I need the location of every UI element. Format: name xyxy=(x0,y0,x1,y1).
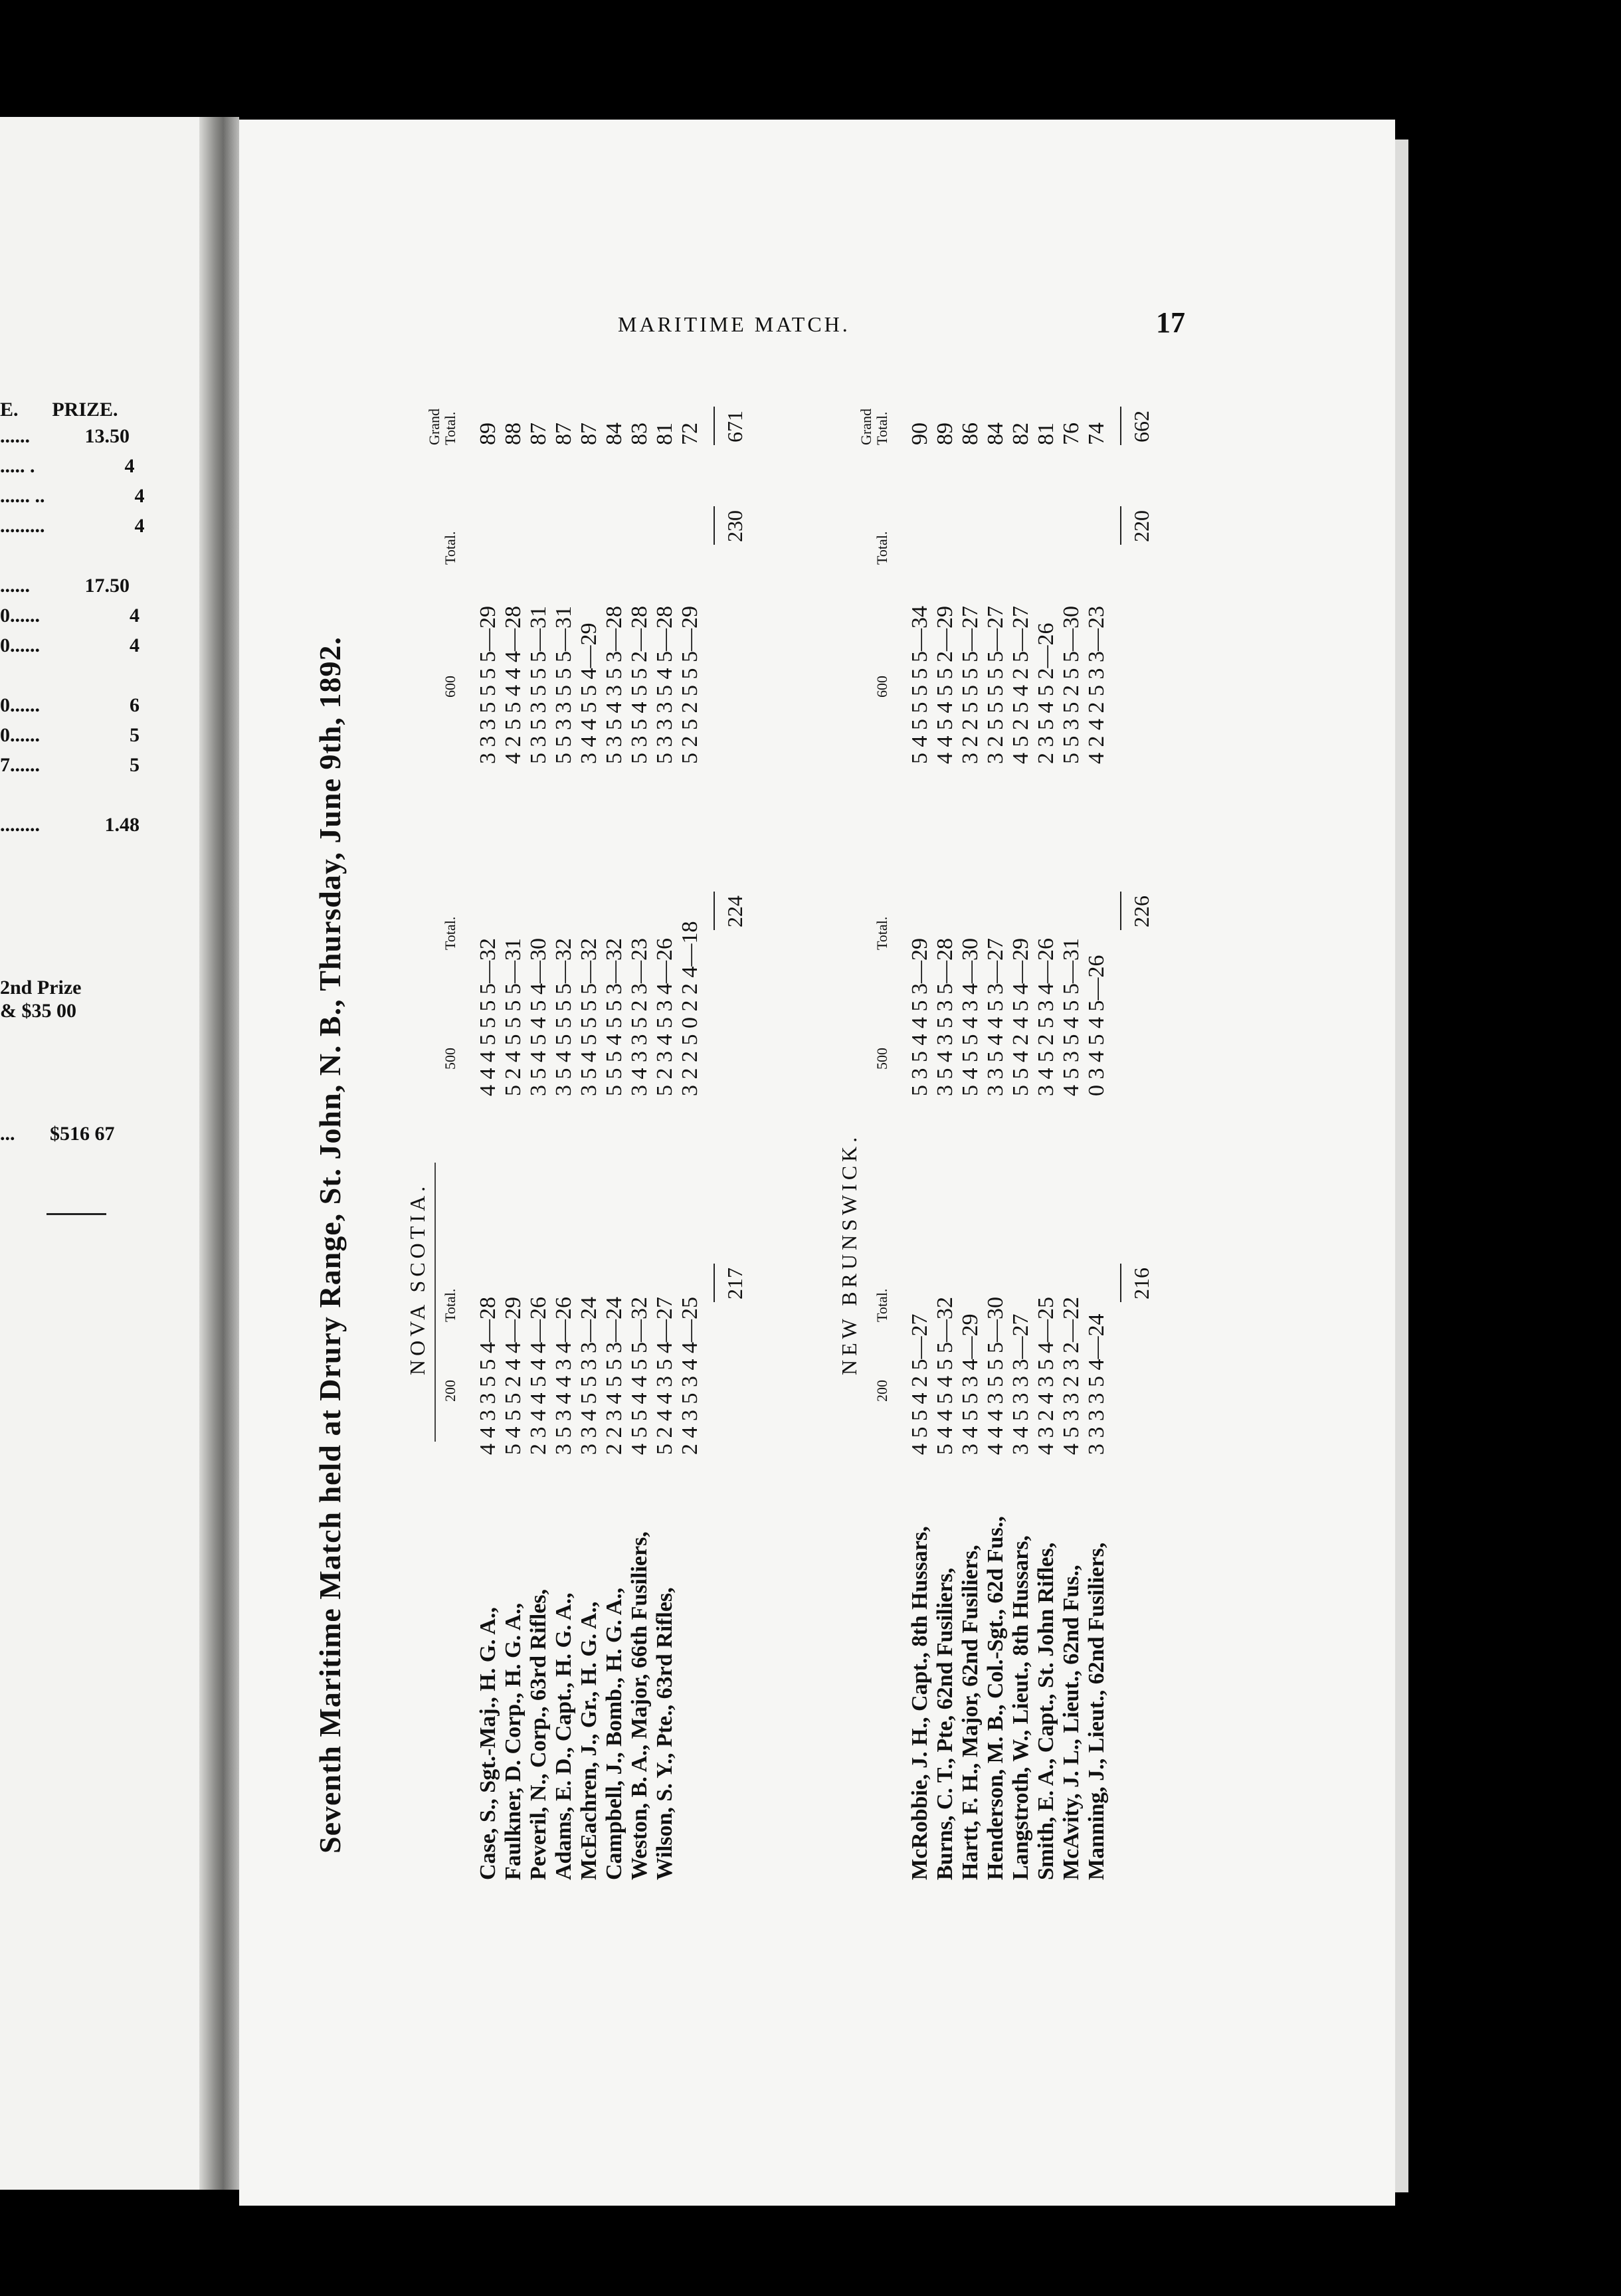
score-200-yds: 3 3 4 5 5 3 3—24 xyxy=(577,1297,601,1455)
left-line-amount: 4 xyxy=(130,605,140,626)
left-line-amount: PRIZE. xyxy=(52,399,118,421)
score-500-yds: 5 5 5 4 5 5 3—32 xyxy=(602,938,626,1096)
score-500-yds: 5 4 5 5 4 3 4—30 xyxy=(958,938,983,1096)
page-number: 17 xyxy=(1156,306,1185,339)
column-header-total: Total. xyxy=(874,916,890,950)
table-row xyxy=(959,365,982,1880)
left-page-line xyxy=(0,977,181,999)
grand-total: 81 xyxy=(1034,423,1058,445)
total-rule xyxy=(714,407,715,445)
score-200-yds: 4 3 2 4 3 5 4—25 xyxy=(1034,1297,1058,1455)
score-600-yds: 5 3 5 3 5 5 5—31 xyxy=(526,606,551,764)
table-row xyxy=(1086,365,1108,1880)
score-500-yds: 3 5 4 5 4 5 4—30 xyxy=(526,938,551,1096)
left-page-line xyxy=(0,1123,115,1145)
left-line-label: 0...... xyxy=(0,634,40,656)
score-500-yds: 5 3 5 4 4 5 3—29 xyxy=(907,938,932,1096)
grand-total: 89 xyxy=(933,423,957,445)
section-total: 224 xyxy=(723,896,747,927)
competitor-name: Henderson, M. B., Col.-Sgt., 62d Fus., xyxy=(983,1516,1008,1880)
competitor-name: Case, S., Sgt.-Maj., H. G. A., xyxy=(476,1607,500,1880)
total-rule xyxy=(1120,407,1121,445)
grand-total: 83 xyxy=(627,423,652,445)
competitor-name: McAvity, J. L., Lieut., 62nd Fus., xyxy=(1059,1565,1084,1880)
competitor-name: Smith, E. A., Capt., St. John Rifles, xyxy=(1034,1542,1058,1880)
left-line-label: 0...... xyxy=(0,694,40,716)
competitor-name: Weston, B. A., Major, 66th Fusiliers, xyxy=(627,1531,652,1880)
column-header-total: Total. xyxy=(442,531,458,565)
left-page-line xyxy=(0,455,135,478)
left-line-label: ...... xyxy=(0,575,30,597)
competitor-name: McRobbie, J. H., Capt., 8th Hussars, xyxy=(907,1526,932,1880)
left-page-line xyxy=(0,399,118,421)
left-page-rule xyxy=(47,1213,106,1215)
section-heading: NOVA SCOTIA. xyxy=(405,1182,429,1375)
grand-total: 89 xyxy=(476,423,500,445)
left-line-label: ........ xyxy=(0,814,40,836)
table-row xyxy=(909,365,931,1880)
competitor-name: Faulkner, D. Corp., H. G. A., xyxy=(501,1602,525,1880)
left-line-amount: 4 xyxy=(134,515,145,537)
competitor-name: Manning, J., Lieut., 62nd Fusiliers, xyxy=(1084,1542,1109,1880)
left-page-line xyxy=(0,575,130,597)
grand-total: 88 xyxy=(501,423,525,445)
table-row xyxy=(1010,365,1032,1880)
table-row xyxy=(527,365,550,1880)
left-line-label: 2nd Prize xyxy=(0,977,82,999)
section-total: 662 xyxy=(1129,411,1153,442)
table-row xyxy=(985,365,1007,1880)
table-row xyxy=(578,365,601,1880)
score-200-yds: 2 2 3 4 5 5 3—24 xyxy=(602,1297,626,1455)
left-page-line xyxy=(0,1000,176,1022)
left-page-line xyxy=(0,425,130,448)
left-line-amount: 5 xyxy=(130,724,140,746)
score-200-yds: 5 4 5 5 2 4 4—29 xyxy=(501,1297,525,1455)
table-row xyxy=(553,365,575,1880)
score-500-yds: 3 5 4 5 5 5 5—32 xyxy=(551,938,576,1096)
left-page-line xyxy=(0,754,140,777)
grand-total: 87 xyxy=(551,423,576,445)
left-page-line xyxy=(0,605,140,627)
table-row xyxy=(603,365,626,1880)
score-200-yds: 4 4 4 3 5 5 5—30 xyxy=(983,1297,1008,1455)
score-500-yds: 4 5 3 5 4 5 5—31 xyxy=(1059,938,1084,1096)
column-header-600: 600 xyxy=(874,676,890,698)
score-500-yds: 4 4 4 5 5 5 5—32 xyxy=(476,938,500,1096)
score-600-yds: 4 2 5 5 4 4 4—28 xyxy=(501,606,525,764)
left-line-amount: 4 xyxy=(134,485,145,507)
competitor-name: Burns, C. T., Pte, 62nd Fusiliers, xyxy=(933,1567,957,1880)
competitor-name: Adams, E. D., Capt., H. G. A., xyxy=(551,1592,576,1880)
score-600-yds: 5 3 5 4 5 5 2—28 xyxy=(627,606,652,764)
score-500-yds: 3 5 4 5 5 5 5—32 xyxy=(577,938,601,1096)
left-line-amount: 17.50 xyxy=(84,575,130,597)
left-line-amount: $516 67 xyxy=(50,1123,115,1145)
grand-total: 87 xyxy=(526,423,551,445)
grand-total: 72 xyxy=(678,423,702,445)
column-header-grand-total: Grand Total. xyxy=(426,409,458,445)
score-200-yds: 4 5 5 4 2 5—27 xyxy=(907,1313,932,1455)
left-page-line xyxy=(0,694,140,717)
section-heading: NEW BRUNSWICK. xyxy=(837,1133,861,1375)
score-200-yds: 5 2 4 4 3 5 4—27 xyxy=(652,1297,677,1455)
rotated-score-table xyxy=(312,365,1202,1880)
left-line-label: ...... xyxy=(0,425,30,447)
section-total: 217 xyxy=(723,1268,747,1299)
competitor-name: McEachren, J., Gr., H. G. A., xyxy=(577,1601,601,1880)
score-500-yds: 0 3 4 5 4 5—26 xyxy=(1084,955,1109,1096)
competitor-name: Wilson, S. Y., Pte., 63rd Rifles, xyxy=(652,1587,677,1880)
column-header-200: 200 xyxy=(442,1380,458,1402)
score-200-yds: 4 5 3 3 2 3 2—22 xyxy=(1059,1297,1084,1455)
score-200-yds: 2 3 4 4 5 4 4—26 xyxy=(526,1297,551,1455)
score-600-yds: 5 5 3 3 5 5 5—31 xyxy=(551,606,576,764)
grand-total: 90 xyxy=(907,423,932,445)
competitor-name: Langstroth, W., Lieut., 8th Hussars, xyxy=(1008,1535,1033,1880)
left-line-amount: 4 xyxy=(124,455,135,477)
total-rule xyxy=(1120,892,1121,930)
score-200-yds: 3 3 3 3 5 4—24 xyxy=(1084,1313,1109,1455)
left-page-line xyxy=(0,724,140,747)
total-rule xyxy=(714,1264,715,1302)
score-500-yds: 3 3 5 4 4 5 3—27 xyxy=(983,938,1008,1096)
section-rule xyxy=(434,1163,436,1442)
column-header-total: Total. xyxy=(874,1288,890,1322)
competitor-name: Campbell, J., Bomb., H. G. A., xyxy=(602,1587,626,1880)
score-600-yds: 5 3 3 3 5 4 5—28 xyxy=(652,606,677,764)
column-header-grand-total: Grand Total. xyxy=(858,409,890,445)
running-head: MARITIME MATCH. xyxy=(618,312,850,336)
score-600-yds: 5 5 3 5 2 5 5—30 xyxy=(1059,606,1084,764)
column-header-600: 600 xyxy=(442,676,458,698)
score-500-yds: 3 2 2 5 0 2 2 4—18 xyxy=(678,921,702,1096)
table-row xyxy=(477,365,500,1880)
total-rule xyxy=(714,892,715,930)
score-200-yds: 5 4 4 5 4 5 5—32 xyxy=(933,1297,957,1455)
left-line-label: 7...... xyxy=(0,754,40,776)
score-200-yds: 2 4 3 5 3 4 4—25 xyxy=(678,1297,702,1455)
column-header-total: Total. xyxy=(442,1288,458,1322)
section-total: 230 xyxy=(723,510,747,542)
left-line-label: 0...... xyxy=(0,605,40,626)
total-rule xyxy=(1120,506,1121,545)
column-header-total: Total. xyxy=(442,916,458,950)
score-600-yds: 5 3 5 4 3 5 3—28 xyxy=(602,606,626,764)
grand-total: 84 xyxy=(602,423,626,445)
score-200-yds: 3 4 5 5 3 4—29 xyxy=(958,1313,983,1455)
score-600-yds: 5 4 5 5 5 5 5—34 xyxy=(907,606,932,764)
left-line-label: ...... .. xyxy=(0,485,45,507)
score-200-yds: 4 5 5 4 4 5 5—32 xyxy=(627,1297,652,1455)
score-200-yds: 3 5 3 4 4 3 4—26 xyxy=(551,1297,576,1455)
table-row xyxy=(934,365,957,1880)
score-500-yds: 5 2 4 5 5 5 5—31 xyxy=(501,938,525,1096)
left-line-label: E. xyxy=(0,399,19,421)
competitor-name: Peveril, N., Corp., 63rd Rifles, xyxy=(526,1588,551,1880)
score-500-yds: 3 4 3 3 5 2 3—23 xyxy=(627,938,652,1096)
total-rule xyxy=(1120,1264,1121,1302)
score-600-yds: 3 2 5 5 5 5 5—27 xyxy=(983,606,1008,764)
score-200-yds: 3 4 5 3 3 3—27 xyxy=(1008,1313,1033,1455)
table-row xyxy=(679,365,702,1880)
score-600-yds: 4 5 2 5 4 2 5—27 xyxy=(1008,606,1033,764)
column-header-total: Total. xyxy=(874,531,890,565)
grand-total: 76 xyxy=(1059,423,1084,445)
section-total: 226 xyxy=(1129,896,1153,927)
score-600-yds: 4 4 5 4 5 5 2—29 xyxy=(933,606,957,764)
left-line-amount: 6 xyxy=(130,694,140,716)
table-row xyxy=(502,365,525,1880)
score-500-yds: 3 5 4 3 5 3 5—28 xyxy=(933,938,957,1096)
score-600-yds: 3 4 4 5 5 4—29 xyxy=(577,622,601,764)
column-header-200: 200 xyxy=(874,1380,890,1402)
score-600-yds: 2 3 5 4 5 2—26 xyxy=(1034,622,1058,764)
grand-total: 84 xyxy=(983,423,1008,445)
left-line-amount: 5 xyxy=(130,754,140,776)
score-600-yds: 5 2 5 2 5 5 5—29 xyxy=(678,606,702,764)
left-line-label: ......... xyxy=(0,515,45,537)
left-line-amount: 1.48 xyxy=(104,814,140,836)
column-header-500: 500 xyxy=(874,1048,890,1070)
page-edge xyxy=(1395,140,1408,2192)
section-total: 671 xyxy=(723,411,747,442)
grand-total: 74 xyxy=(1084,423,1109,445)
left-line-label: & $35 00 xyxy=(0,1000,76,1022)
left-facing-page xyxy=(0,117,199,2190)
page-title: Seventh Maritime Match held at Drury Range, St. John, N. B., Thursday, June 9th, 1892. xyxy=(313,636,347,1854)
table-row xyxy=(1060,365,1083,1880)
grand-total: 87 xyxy=(577,423,601,445)
score-500-yds: 3 4 5 2 5 3 4—26 xyxy=(1034,938,1058,1096)
left-page-line xyxy=(0,515,145,537)
section-total: 220 xyxy=(1129,510,1153,542)
column-header-500: 500 xyxy=(442,1048,458,1070)
table-row xyxy=(654,365,676,1880)
left-page-line xyxy=(0,485,145,508)
score-600-yds: 3 3 3 5 5 5 5—29 xyxy=(476,606,500,764)
score-200-yds: 4 4 3 3 5 5 4—28 xyxy=(476,1297,500,1455)
score-500-yds: 5 2 3 4 5 3 4—26 xyxy=(652,938,677,1096)
table-row xyxy=(1035,365,1058,1880)
left-line-label: ... xyxy=(0,1123,15,1145)
total-rule xyxy=(714,506,715,545)
left-page-line xyxy=(0,814,140,836)
competitor-name: Hartt, F. H., Major, 62nd Fusiliers, xyxy=(958,1545,983,1880)
score-600-yds: 4 2 4 2 5 3 3—23 xyxy=(1084,606,1109,764)
score-600-yds: 3 2 2 5 5 5 5—27 xyxy=(958,606,983,764)
grand-total: 86 xyxy=(958,423,983,445)
left-line-amount: 13.50 xyxy=(84,425,130,447)
book-gutter xyxy=(199,117,239,2190)
section-total: 216 xyxy=(1129,1268,1153,1299)
left-line-label: 0...... xyxy=(0,724,40,746)
left-page-line xyxy=(0,634,140,657)
left-line-label: ..... . xyxy=(0,455,35,477)
grand-total: 82 xyxy=(1008,423,1033,445)
table-row xyxy=(628,365,651,1880)
left-line-amount: 4 xyxy=(130,634,140,656)
score-500-yds: 5 5 4 2 4 5 4—29 xyxy=(1008,938,1033,1096)
grand-total: 81 xyxy=(652,423,677,445)
